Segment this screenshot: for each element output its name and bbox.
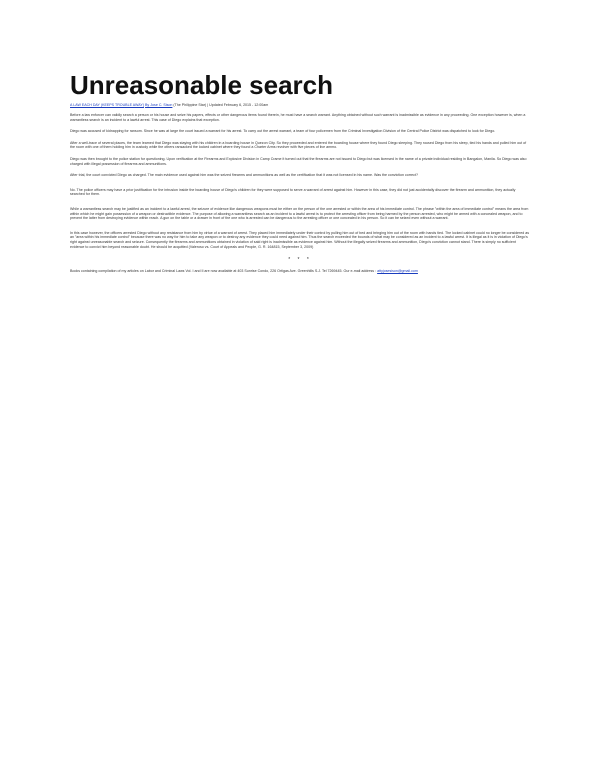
source-label: (The Philippine Star) (173, 103, 207, 107)
article-title: Unreasonable search (70, 70, 334, 100)
paragraph-5: After trial, the court convicted Diego as charged. The main evidence used against him was the seized firearms and ammunitions as well as the certification that it was not licensed in his name. Was the conviction correct? (70, 173, 418, 178)
author-link[interactable]: By Jose C. Sison (145, 103, 173, 107)
section-separator: * * * (288, 257, 312, 264)
footer-text: Books containing compilation of my articles on Labor and Criminal Laws Vol. I and II are now available at 403 Sunrise Condo, 226 Ortigas Ave. Greenhills S.J. Tel 7269445. Our e-mail address : (70, 269, 377, 274)
column-link[interactable]: A LAW EACH DAY (KEEPS TROUBLE AWAY) (70, 103, 145, 107)
paragraph-4: Diego was then brought to the police station for questioning. Upon verification at the Firearms and Explosive Division in Camp Crame it turned out that the firearms are not issued to Diego but was licensed in the name of a private individual residing in Bangalon, Manila. So Diego was also charged with illegal possession of firearms and ammunitions. (70, 156, 527, 166)
updated-timestamp: | Updated February 6, 2015 - 12:00am (207, 103, 269, 107)
footer-note (70, 269, 530, 274)
paragraph-3: After a well-trace of several places, the team learned that Diego was staying with his children in a boarding house in Quezon City. So they proceeded and entered the boarding house where they found Diego sleeping. They roused Diego from his sleep, tied his hands and pulled him out of the room with one of them holding him in custody while the others ransacked the locked cabinet where they found a Charter Arms revolver with five pieces of live ammo. (70, 140, 527, 150)
paragraph-1: Before a law enforcer can validly search a person or his house and seize his papers, effects or other dangerous items found therein, he must have a search warrant. Anything obtained without such warrant is inadmissible as evidence in any proceeding. One exception however is, when a warrantless search is an incident to a lawful arrest. This case of Diego explains that exception. (70, 113, 526, 122)
paragraph-2: Diego was accused of kidnapping for ransom. Since he was at large the court issued a warrant for his arrest. To carry out the arrest warrant, a team of four policemen from the Criminal Investigation Division of the Central Police District was dispatched to look for Diego. (70, 129, 496, 134)
paragraph-6: No. The police officers may have a prior justification for the intrusion inside the boarding house of Diego's children for they were supposed to serve a warrant of arrest against him. However in this case, they did not just accidentally discover the firearm and ammunition, they actually searched for them. (70, 187, 516, 197)
paragraph-8: In this case however, the officers arrested Diego without any resistance from him by virtue of a warrant of arrest. They placed him immediately under their control by pulling him out of bed and bringing him out of the room with hands tied. The locked cabinet could no longer be considered as an "area within his immediate control" because there was no way for him to take any weapon or to destroy any evidence they could need against him. Thus the search exceeded the bounds of what may be considered as an incident to a lawful arrest. It is illegal as it is in violation of Diego's right against unreasonable search and seizure. Consequently the firearms and ammunitions obtained in violation of said right is inadmissible as evidence against him. Without the illegally seized firearms and ammunition, Diego's conviction cannot stand. There is simply no sufficient evidence to convict him beyond reasonable doubt. He should be acquitted (Valeroso vs. Court of Appeals and People, G. R. 164815, September 3, 2009) (70, 230, 530, 249)
email-link[interactable]: attyjosesison@gmail.com (377, 269, 418, 274)
paragraph-7: While a warrantless search may be justified as an incident to a lawful arrest, the seizure of evidence like dangerous weapons must be either on the person of the one arrested or within the area of his immediate control. The phrase "within the area of immediate control" means the area from within which he might gain possession of a weapon or destructible evidence. The purpose of allowing a warrantless search as an incident to a lawful arrest is to protect the arresting officer from being harmed by the person arrested, who might be armed with a concealed weapon, and to prevent the latter from destroying evidence within reach. A gun on the table or a drawer in front of the one who is arrested can be dangerous to the arresting officer or one concealed in his person. So it can be seized even without a warrant. (70, 206, 529, 221)
article (70, 70, 530, 274)
